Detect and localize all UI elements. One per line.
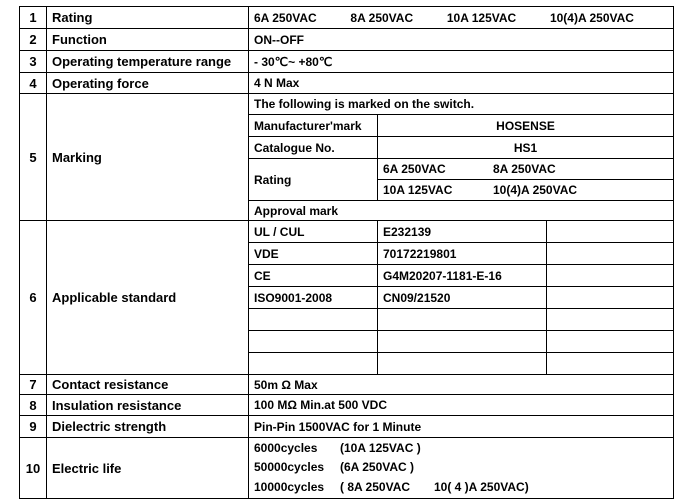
row-dielectric	[20, 416, 674, 438]
standard-blank	[547, 243, 674, 265]
item-label: Contact resistance	[47, 375, 249, 395]
standard-blank	[378, 309, 547, 331]
rating-value: 8A 250VAC	[350, 10, 414, 25]
row-rating	[20, 7, 674, 29]
manufacturer-value: HOSENSE	[378, 115, 674, 137]
row-number: 10	[20, 438, 47, 499]
insulation-value: 100 MΩ Min.at 500 VDC	[249, 395, 674, 416]
row-contact	[20, 375, 674, 395]
row-number: 1	[20, 7, 47, 29]
row-number: 7	[20, 375, 47, 395]
standard-blank	[547, 309, 674, 331]
standard-blank	[378, 353, 547, 375]
spec-table	[19, 6, 674, 499]
item-label: Rating	[47, 7, 249, 29]
rating-value: 10(4)A 250VAC	[549, 10, 634, 25]
standard-code: G4M20207-1181-E-16	[378, 265, 547, 287]
row-number: 8	[20, 395, 47, 416]
row-function	[20, 29, 674, 51]
catalogue-value: HS1	[378, 137, 674, 159]
standard-blank	[547, 265, 674, 287]
marking-rating-line	[378, 180, 674, 201]
marking-rating-value: 10A 125VAC	[383, 183, 453, 197]
standard-blank	[547, 353, 674, 375]
approval-label: Approval mark	[249, 201, 674, 221]
item-label: Function	[47, 29, 249, 51]
life-spec: ( 8A 250VAC	[340, 479, 411, 494]
life-cycles: 50000cycles	[254, 460, 325, 475]
life-spec: (6A 250VAC )	[340, 460, 415, 475]
row-temperature	[20, 51, 674, 73]
standard-name: CE	[249, 265, 378, 287]
life-spec-extra: 10( 4 )A 250VAC)	[434, 479, 529, 494]
item-label: Electric life	[47, 438, 249, 499]
item-label: Marking	[47, 94, 249, 221]
electric-life-values	[249, 438, 674, 499]
standard-blank	[249, 309, 378, 331]
marking-intro: The following is marked on the switch.	[249, 94, 674, 115]
marking-rating-label: Rating	[249, 159, 378, 201]
rating-value: 6A 250VAC	[254, 10, 317, 25]
item-label: Applicable standard	[47, 221, 249, 375]
standard-blank	[547, 287, 674, 309]
standard-blank	[249, 331, 378, 353]
function-value: ON--OFF	[249, 29, 674, 51]
row-insulation	[20, 395, 674, 416]
row-number: 6	[20, 221, 47, 375]
force-value: 4 N Max	[249, 73, 674, 94]
catalogue-label: Catalogue No.	[249, 137, 378, 159]
life-cycles: 6000cycles	[254, 440, 318, 455]
standard-row	[20, 221, 674, 243]
row-number: 5	[20, 94, 47, 221]
marking-rating-value: 10(4)A 250VAC	[493, 183, 578, 197]
contact-value: 50m Ω Max	[249, 375, 674, 395]
item-label: Dielectric strength	[47, 416, 249, 438]
row-number: 4	[20, 73, 47, 94]
item-label: Operating temperature range	[47, 51, 249, 73]
standard-code: CN09/21520	[378, 287, 547, 309]
marking-rating-value: 8A 250VAC	[493, 162, 556, 176]
manufacturer-label: Manufacturer'mark	[249, 115, 378, 137]
row-number: 9	[20, 416, 47, 438]
standard-name: ISO9001-2008	[249, 287, 378, 309]
temperature-value: - 30℃~ +80℃	[249, 51, 674, 73]
marking-rating-value: 6A 250VAC	[383, 162, 446, 176]
standard-name: VDE	[249, 243, 378, 265]
row-number: 3	[20, 51, 47, 73]
standard-blank	[249, 353, 378, 375]
life-cycles: 10000cycles	[254, 479, 325, 494]
standard-blank	[547, 331, 674, 353]
dielectric-value: Pin-Pin 1500VAC for 1 Minute	[249, 416, 674, 438]
life-spec: (10A 125VAC )	[340, 440, 421, 455]
row-electric-life	[20, 438, 674, 499]
rating-value: 10A 125VAC	[446, 10, 517, 25]
standard-blank	[378, 331, 547, 353]
rating-values	[249, 7, 674, 29]
standard-code: 70172219801	[378, 243, 547, 265]
marking-rating-line	[378, 159, 674, 180]
standard-name: UL / CUL	[249, 221, 378, 243]
standard-blank	[547, 221, 674, 243]
standard-code: E232139	[378, 221, 547, 243]
item-label: Insulation resistance	[47, 395, 249, 416]
item-label: Operating force	[47, 73, 249, 94]
row-force	[20, 73, 674, 94]
row-marking	[20, 94, 674, 115]
row-number: 2	[20, 29, 47, 51]
